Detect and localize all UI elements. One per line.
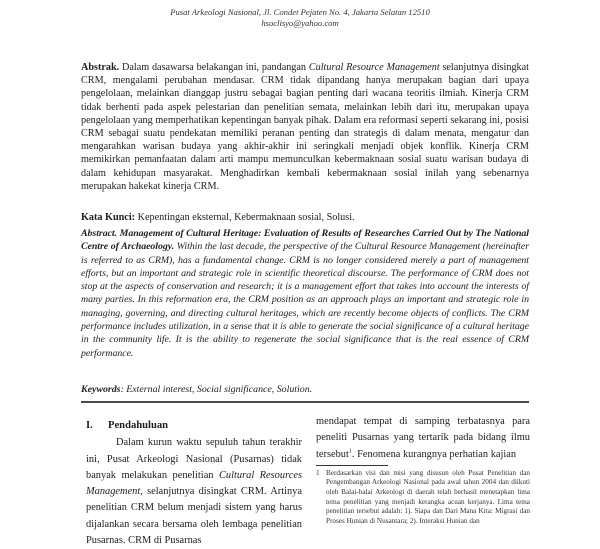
intro-italic-term: Cultural Resources Management xyxy=(86,469,302,498)
right-text-2: . Fenomena kurangnya perhatian kajian xyxy=(351,448,517,460)
intro-text-2: , selanjutnya disingkat CRM. Artinya penelitian CRM belum menjadi sistem yang harus dijalankan secara bersama oleh lembaga penelitian Pusarnas. CRM di Pusarnas xyxy=(86,486,302,547)
abstract-en-title: Management of Cultural Heritage: Evaluation of Results of Researches Carried Out by The National Centre of Archaeology. xyxy=(81,228,529,253)
abstract-en-label: Abstract. xyxy=(81,228,118,239)
footnote-text: Berdasarkan visi dan misi yang disusun oleh Pusat Penelitian dan Pengembangan Arkeologi Nasional pada awal tahun 2004 dan diikuti oleh Balai-balai Arkeologi di daerah telah berhasil menetapkan lima tema penelitian yang menjadi kerangka acuan kerjanya. Lima tema penelitian tersebut adalah: 1). Siapa dan Dari Mana Kita: Migrasi dan Proses Hunian di Nusantara; 2). Interaksi Hunian dan xyxy=(326,468,530,525)
right-paragraph xyxy=(316,414,530,463)
abstrak-label: Abstrak. xyxy=(81,62,120,73)
intro-paragraph xyxy=(86,435,302,549)
abstrak-text-1: Dalam dasawarsa belakangan ini, pandangan xyxy=(119,62,309,73)
footnote-divider xyxy=(316,465,388,466)
abstrak-italic-term: Cultural Resource Management xyxy=(308,62,440,73)
affiliation-address: Pusat Arkeologi Nasional, Jl. Condet Pejaten No. 4, Jakarta Selatan 12510 xyxy=(170,7,430,17)
kata-kunci-label: Kata Kunci: xyxy=(81,212,136,223)
left-column xyxy=(86,418,302,549)
keywords-label: Keywords xyxy=(81,384,121,395)
abstrak-text-2: selanjutnya disingkat CRM, mengalami perubahan mendasar. CRM tidak dipandang hanya merupakan bagian dari upaya pengelolaan, melainkan dianggap justru sebagai bagian penting dari wacana teoritis ilmiah. Kinerja CRM tidak berhenti pada aspek pelestarian dan penelitian semata, melainkan lebih dari itu, merupakan upaya pengelolaan yang memperhatikan kepentingan banyak pihak. Dalam era reformasi seperti sekarang ini, posisi CRM sebagai suatu pendekatan memiliki peranan penting dan strategis di dalam menata, mengatur dan mengarahkan warisan budaya yang akhir-akhir ini seringkali menjadi objek konflik. Kinerja CRM memikirkan pemanfaatan dalam arti mampu memunculkan kebermaknaan sosial suatu warisan budaya di dalam kehidupan masyarakat. Menghadirkan kembali kebermaknaan sosial inilah yang sebenarnya merupakan hakekat kinerja CRM. xyxy=(81,62,529,192)
kata-kunci-text: Kepentingan eksternal, Kebermaknaan sosial, Solusi. xyxy=(135,212,355,223)
abstract-en-text: Within the last decade, the perspective of the Cultural Resource Management (hereinafter is referred to as CRM), has a fundamental change. CRM is no longer considered merely a part of management efforts, but an important and strategic role in scientific theoretical discourse. The performance of CRM does not stop at the aspects of conservation and research; it is a management effort that takes into account the interests of many parties. In this reformation era, the CRM position as an approach plays an important and strategic role in managing, governing, and directing cultural heritages, which are recently become objects of conflicts. The CRM performance includes utilization, in a sense that it is able to generate the social significance of a cultural heritage in the community life. It is the ability to regenerate the social significance that is the real essence of CRM performance. xyxy=(81,241,529,359)
section-heading xyxy=(86,418,302,434)
intro-text-1: Dalam kurun waktu sepuluh tahun terakhir ini, Pusat Arkeologi Nasional (Pusarnas) tidak banyak melakukan penelitian xyxy=(86,437,302,481)
author-affiliation xyxy=(0,7,600,28)
section-number: I. xyxy=(86,420,93,431)
author-email: hsoclisyo@yahoo.com xyxy=(261,17,339,28)
right-text-1: mendapat tempat di samping terbatasnya para peneliti Pusarnas yang tertarik pada bidang ilmu tersebut xyxy=(316,416,530,460)
footnote xyxy=(316,469,530,527)
keywords xyxy=(81,383,529,396)
kata-kunci xyxy=(81,211,529,224)
footnote-number: 1 xyxy=(316,468,320,477)
section-divider xyxy=(81,401,529,403)
footnote-reference[interactable]: 1 xyxy=(348,448,352,455)
abstract-english xyxy=(81,227,529,360)
keywords-text: : External interest, Social significance, Solution. xyxy=(120,384,313,395)
right-column xyxy=(316,414,530,526)
section-title: Pendahuluan xyxy=(108,420,169,431)
abstract-indonesian xyxy=(81,61,529,193)
